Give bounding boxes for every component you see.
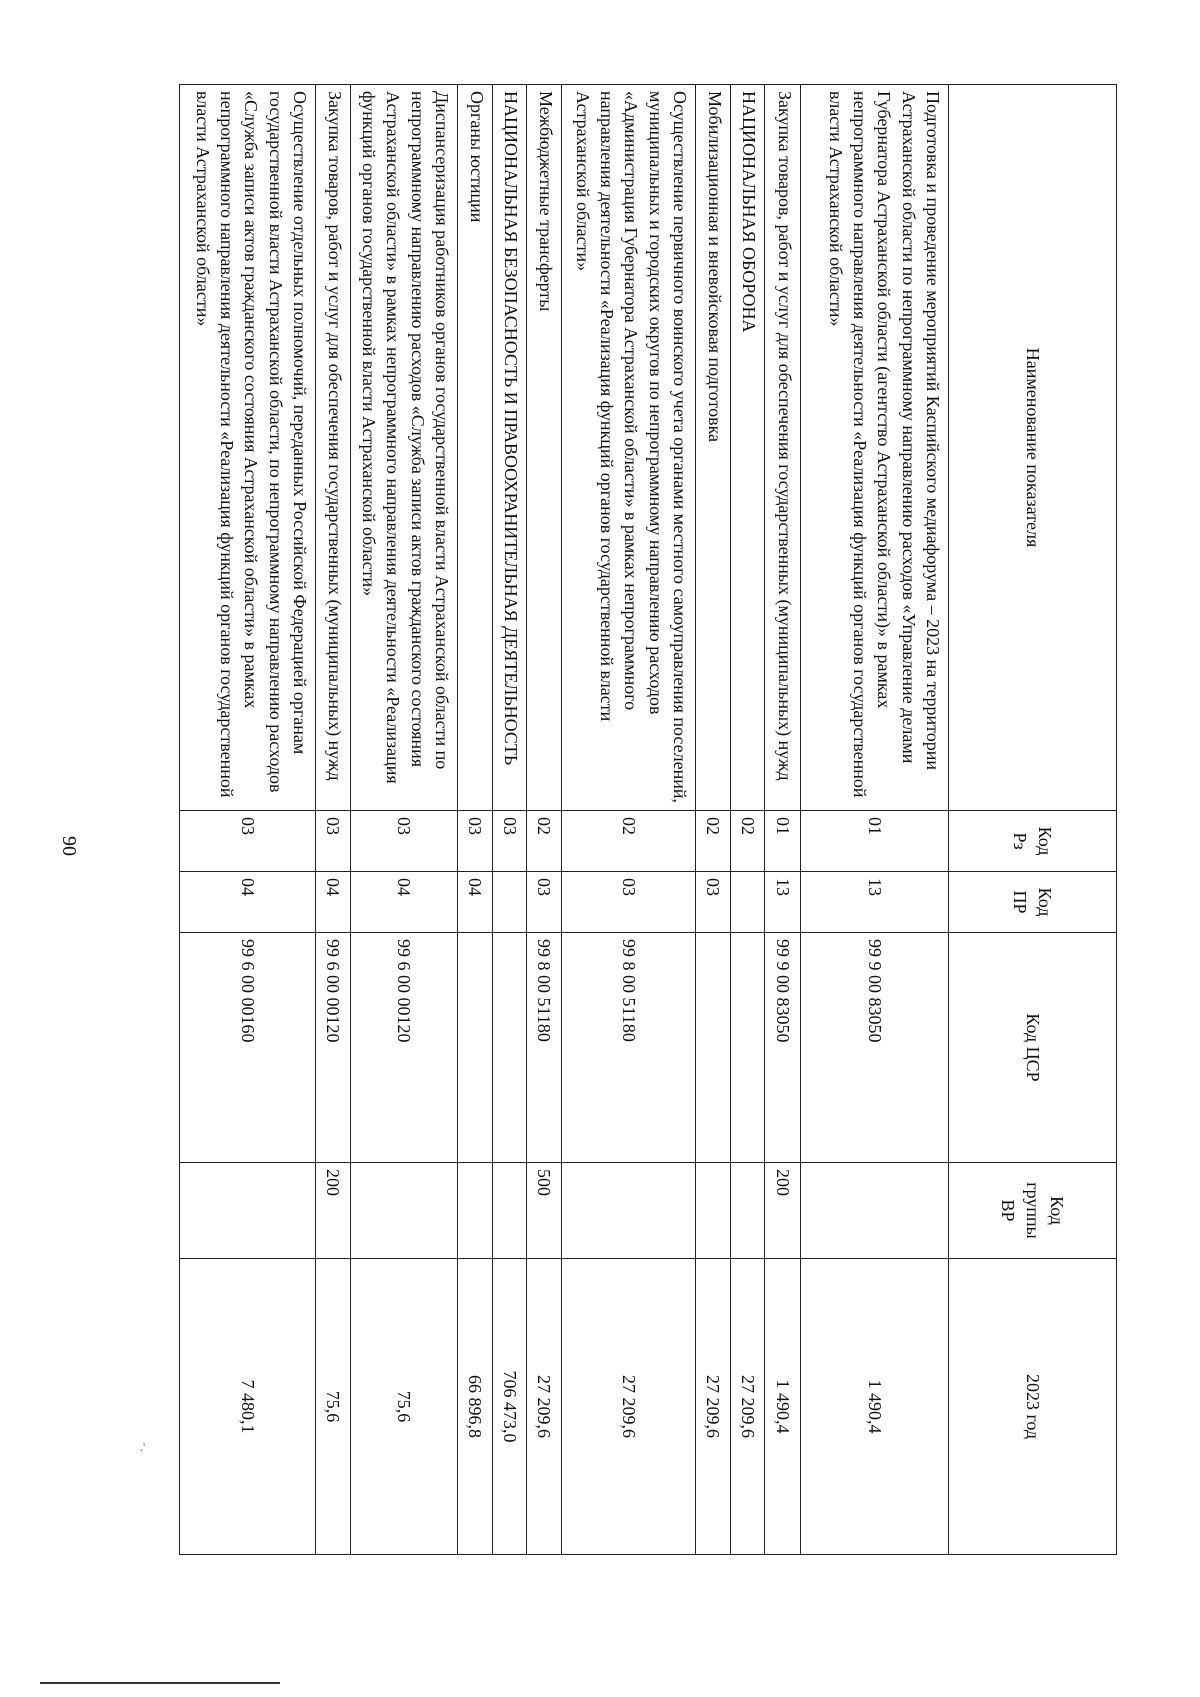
row-amount: 66 896,8 [458,1259,493,1555]
row-pr [493,872,527,933]
row-vr [351,1163,458,1259]
row-amount: 75,6 [316,1259,351,1555]
row-amount: 7 480,1 [180,1259,316,1555]
row-csr [731,933,765,1163]
header-vr: Код группы ВР [949,1163,1117,1259]
header-name: Наименование показателя [949,85,1117,811]
row-vr [801,1163,949,1259]
header-csr: Код ЦСР [949,933,1117,1163]
row-amount: 27 209,6 [527,1259,562,1555]
page-number: 90 [58,836,80,856]
row-csr: 99 6 00 00160 [180,933,316,1163]
row-rz: 03 [351,811,458,872]
row-csr [696,933,731,1163]
table-row [765,85,801,1555]
row-rz: 03 [316,811,351,872]
table-row [351,85,458,1555]
row-amount: 27 209,6 [562,1259,696,1555]
row-amount: 1 490,4 [801,1259,949,1555]
row-pr: 04 [180,872,316,933]
row-rz: 03 [458,811,493,872]
row-name: Диспансеризация работников органов государственной власти Астраханской области по непрограммному направлению расходов «Служба записи актов гражданского состояния Астраханской области» в рамках непрограммного направления деятельности «Реализация функций органов государственной власти Астраханской области» [351,85,458,811]
row-pr: 04 [458,872,493,933]
row-name: Мобилизационная и вневойсковая подготовка [696,85,731,811]
row-vr [696,1163,731,1259]
table-row [458,85,493,1555]
row-amount: 27 209,6 [731,1259,765,1555]
row-name: Подготовка и проведение мероприятий Каспийского медиафорума – 2023 на территории Астраханской области по непрограммному направлению расходов «Управление делами Губернатора Астраханской области (агентство Астраханской области)» в рамках непрограммного направления деятельности «Реализация функций органов государственной власти Астраханской области» [801,85,949,811]
header-pr: Код ПР [949,872,1117,933]
row-csr: 99 6 00 00120 [316,933,351,1163]
row-vr [562,1163,696,1259]
row-pr: 04 [351,872,458,933]
table-row [180,85,316,1555]
row-amount: 75,6 [351,1259,458,1555]
row-name: НАЦИОНАЛЬНАЯ ОБОРОНА [731,85,765,811]
budget-table [179,84,1117,1555]
row-amount: 706 473,0 [493,1259,527,1555]
row-name: Органы юстиции [458,85,493,811]
table-row [562,85,696,1555]
row-rz: 01 [765,811,801,872]
row-csr: 99 9 00 83050 [801,933,949,1163]
rotated-page-content [180,84,1117,1554]
row-vr [180,1163,316,1259]
row-pr: 03 [562,872,696,933]
table-row [731,85,765,1555]
row-pr: 04 [316,872,351,933]
row-rz: 02 [731,811,765,872]
table-row [801,85,949,1555]
row-csr: 99 8 00 51180 [527,933,562,1163]
row-vr [458,1163,493,1259]
row-pr: 13 [765,872,801,933]
header-amount: 2023 год [949,1259,1117,1555]
row-name: Осуществление отдельных полномочий, переданных Российской Федерацией органам государственной власти Астраханской области, по непрограммному направлению расходов «Служба записи актов гражданского состояния Астраханской области» в рамках непрограммного направления деятельности «Реализация функций органов государственной власти Астраханской области» [180,85,316,811]
scan-mark: .' [140,1440,146,1454]
row-pr: 03 [527,872,562,933]
row-csr: 99 9 00 83050 [765,933,801,1163]
row-rz: 03 [493,811,527,872]
row-vr: 200 [765,1163,801,1259]
row-name: Осуществление первичного воинского учета органами местного самоуправления поселений, муниципальных и городских округов по непрограммному направлению расходов «Администрация Губернатора Астраханской области» в рамках непрограммного направления деятельности «Реализация функций органов государственной власти Астраханской области» [562,85,696,811]
row-csr [493,933,527,1163]
table-row [316,85,351,1555]
row-rz: 02 [562,811,696,872]
table-row [527,85,562,1555]
row-vr: 200 [316,1163,351,1259]
row-csr: 99 8 00 51180 [562,933,696,1163]
row-amount: 1 490,4 [765,1259,801,1555]
row-amount: 27 209,6 [696,1259,731,1555]
row-csr: 99 6 00 00120 [351,933,458,1163]
row-name: Межбюджетные трансферты [527,85,562,811]
row-csr [458,933,493,1163]
row-name: Закупка товаров, работ и услуг для обеспечения государственных (муниципальных) нужд [765,85,801,811]
row-rz: 02 [696,811,731,872]
row-vr [731,1163,765,1259]
row-rz: 01 [801,811,949,872]
row-pr: 13 [801,872,949,933]
row-rz: 02 [527,811,562,872]
table-row [696,85,731,1555]
row-pr [731,872,765,933]
row-name: Закупка товаров, работ и услуг для обеспечения государственных (муниципальных) нужд [316,85,351,811]
table-header-row [949,85,1117,1555]
row-rz: 03 [180,811,316,872]
row-name: НАЦИОНАЛЬНАЯ БЕЗОПАСНОСТЬ И ПРАВООХРАНИТЕЛЬНАЯ ДЕЯТЕЛЬНОСТЬ [493,85,527,811]
row-vr [493,1163,527,1259]
scan-edge-line [40,1682,280,1684]
header-rz: Код Рз [949,811,1117,872]
row-pr: 03 [696,872,731,933]
row-vr: 500 [527,1163,562,1259]
table-row [493,85,527,1555]
